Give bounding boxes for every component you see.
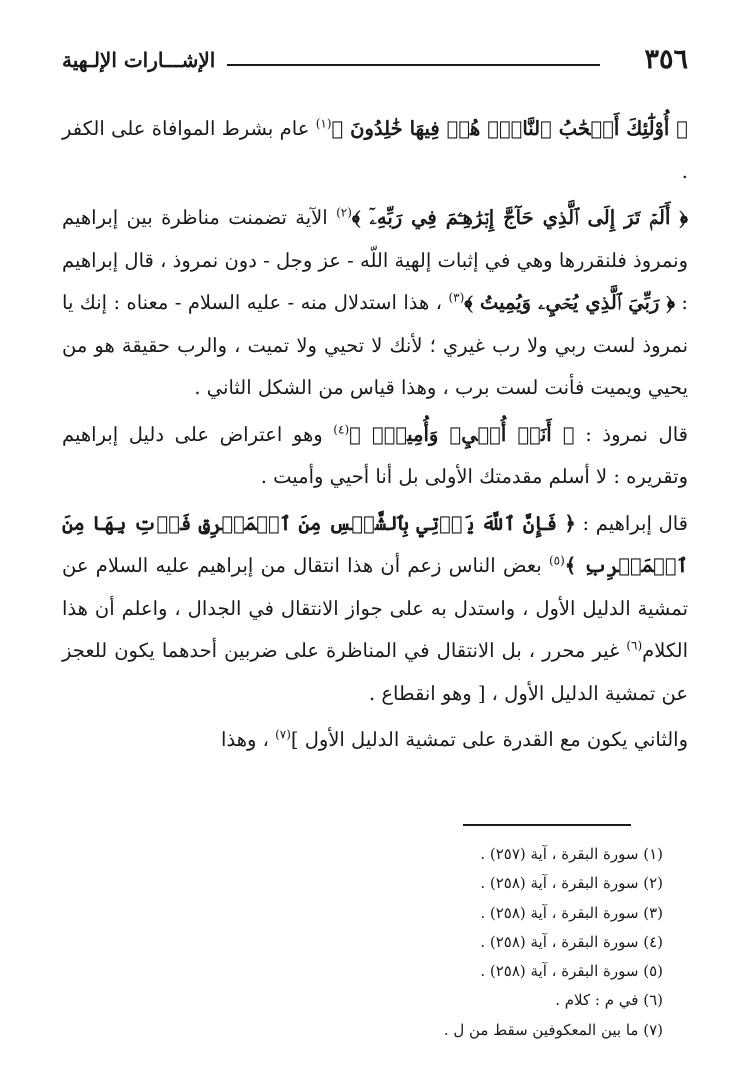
footnote-rule	[463, 824, 631, 826]
footnote-item: (٦) في م : كلام .	[555, 991, 663, 1010]
paragraph-text: ، هذا استدلال منه - عليه السلام - معناه : إنك يا نمروذ لست ربي ولا رب غيري ؛ لأنك لا تحيي ولا تميت ، والرب حقيقة هو من يحيي ويميت فأنت لست برب ، وهذا قياس من الشكل الثاني .	[62, 291, 688, 399]
paragraph-text: وهو اعتراض على دليل إبراهيم وتقريره : لا أسلم مقدمتك الأولى بل أنا أحيي وأميت .	[62, 422, 688, 488]
paragraph-text: والثاني يكون مع القدرة على تمشية الدليل الأول ]	[290, 728, 688, 751]
footnote-item: (٢) سورة البقرة ، آية (٢٥٨) .	[480, 874, 663, 893]
paragraph-1	[62, 108, 688, 193]
page-number: ٣٥٦	[644, 44, 688, 75]
footnote-ref: (٧)	[275, 727, 291, 742]
quran-quote: ﴿ رَبِّيَ ٱلَّذِي يُحۡيِۦ وَيُمِيتُ ﴾	[464, 291, 675, 314]
footnote-ref: (١)	[315, 116, 332, 131]
footnote-ref: (٢)	[336, 205, 352, 220]
footnote-item: (١) سورة البقرة ، آية (٢٥٧) .	[480, 845, 663, 863]
quran-quote: ﴿ أَلَمۡ تَرَ إِلَى ٱلَّذِي حَآجَّ إِبۡرَٰهِـۧمَ فِي رَبِّهِۦٓ ﴾	[351, 206, 689, 229]
footnote-item: (٣) سورة البقرة ، آية (٢٥٨) .	[480, 903, 663, 922]
quran-quote: ﴿ فَإِنَّ ٱللَّهَ يَأۡتِي بِٱلشَّمۡسِ مِنَ ٱلۡمَشۡرِقِ فَأۡتِ بِهَا مِنَ ٱلۡمَغۡرِبِ ﴾	[62, 511, 688, 577]
paragraph-3	[62, 414, 688, 499]
footnote-item: (٤) سورة البقرة ، آية (٢٥٨) .	[480, 932, 663, 951]
footnote-ref: (٥)	[548, 553, 565, 568]
footnote-ref: (٤)	[333, 422, 350, 436]
paragraph-text: عام بشرط الموافاة على الكفر .	[62, 117, 688, 183]
quran-quote: ﴿ أَنَا۠ أُحۡيِۦ وَأُمِيتُۖ ﴾	[349, 422, 575, 446]
footnote-item: (٥) سورة البقرة ، آية (٢٥٨) .	[480, 962, 663, 981]
footnotes	[263, 840, 663, 1045]
header-rule	[227, 64, 600, 66]
paragraph-lead: قال نمروذ :	[574, 422, 688, 446]
main-text	[62, 108, 688, 766]
book-title: الإشـــارات الإلـهية	[62, 48, 216, 72]
paragraph-2	[62, 197, 688, 410]
quran-quote: ﴿ أُوْلَٰٓئِكَ أَصۡحَٰبُ ٱلنَّارِۖ هُمۡ فِيهَا خَٰلِدُونَ ﴾	[331, 117, 688, 140]
paragraph-text: غير محرر ، بل الانتقال في المناظرة على ضربين أحدهما يكون للعجز عن تمشية الدليل الأول ، [ وهو انقطاع .	[62, 639, 688, 705]
paragraph-4	[62, 503, 688, 716]
footnote-ref: (٣)	[448, 290, 465, 305]
paragraph-text: ، وهذا	[221, 728, 276, 751]
paragraph-5	[62, 719, 688, 762]
paragraph-text: بعض الناس زعم أن هذا انتقال من إبراهيم عليه السلام عن تمشية الدليل الأول ، واستدل به على جواز الانتقال في الجدال ، واعلم أن هذا الكلام	[62, 554, 688, 662]
paragraph-text: الآية تضمنت مناظرة بين إبراهيم ونمروذ فلنقررها وهي في إثبات إلهية اللّه - عز وجل - دون نمروذ ، قال إبراهيم :	[62, 206, 688, 314]
footnote-item: (٧) ما بين المعكوفين سقط من ل .	[443, 1020, 663, 1039]
footnote-ref: (٦)	[626, 638, 643, 653]
paragraph-lead: قال إبراهيم :	[575, 511, 689, 535]
page-header	[62, 40, 688, 80]
